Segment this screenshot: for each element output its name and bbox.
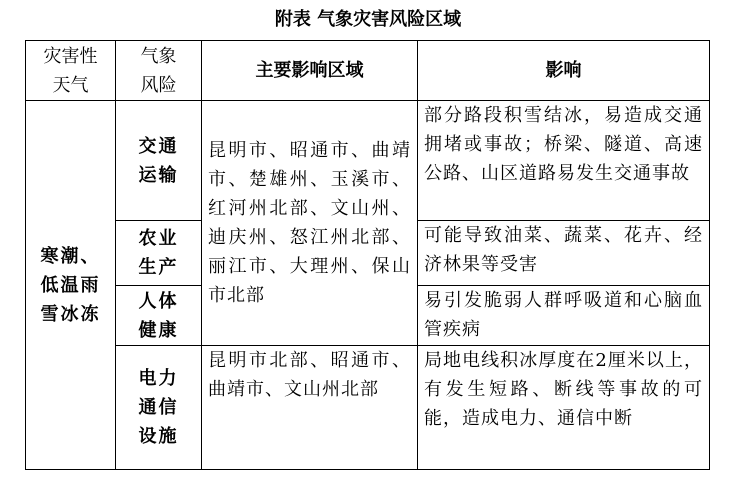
region-cell: 昆明市、昭通市、曲靖市、楚雄州、玉溪市、红河州北部、文山州、迪庆州、怒江州北部、丽江市、大理州、保山市北部 — [202, 101, 418, 346]
header-risk: 气象风险 — [116, 41, 202, 101]
impact-cell: 局地电线积冰厚度在2厘米以上，有发生短路、断线等事故的可能，造成电力、通信中断 — [418, 346, 710, 470]
risk-cell: 电力通信设施 — [116, 346, 202, 470]
table-row — [26, 346, 710, 470]
impact-cell: 可能导致油菜、蔬菜、花卉、经济林果等受害 — [418, 221, 710, 286]
table-title: 附表 气象灾害风险区域 — [274, 9, 462, 30]
header-row — [26, 41, 710, 101]
weather-cell: 寒潮、低温雨雪冰冻 — [26, 101, 116, 470]
header-weather: 灾害性天气 — [26, 41, 116, 101]
impact-cell: 部分路段积雪结冰，易造成交通拥堵或事故；桥梁、隧道、高速公路、山区道路易发生交通事故 — [418, 101, 710, 221]
impact-cell: 易引发脆弱人群呼吸道和心脑血管疾病 — [418, 286, 710, 346]
header-impact: 影响 — [418, 41, 710, 101]
table-row — [26, 101, 710, 221]
header-region: 主要影响区域 — [202, 41, 418, 101]
risk-cell: 人体健康 — [116, 286, 202, 346]
risk-table — [25, 40, 710, 470]
risk-cell: 交通运输 — [116, 101, 202, 221]
region-cell: 昆明市北部、昭通市、曲靖市、文山州北部 — [202, 346, 418, 470]
risk-cell: 农业生产 — [116, 221, 202, 286]
